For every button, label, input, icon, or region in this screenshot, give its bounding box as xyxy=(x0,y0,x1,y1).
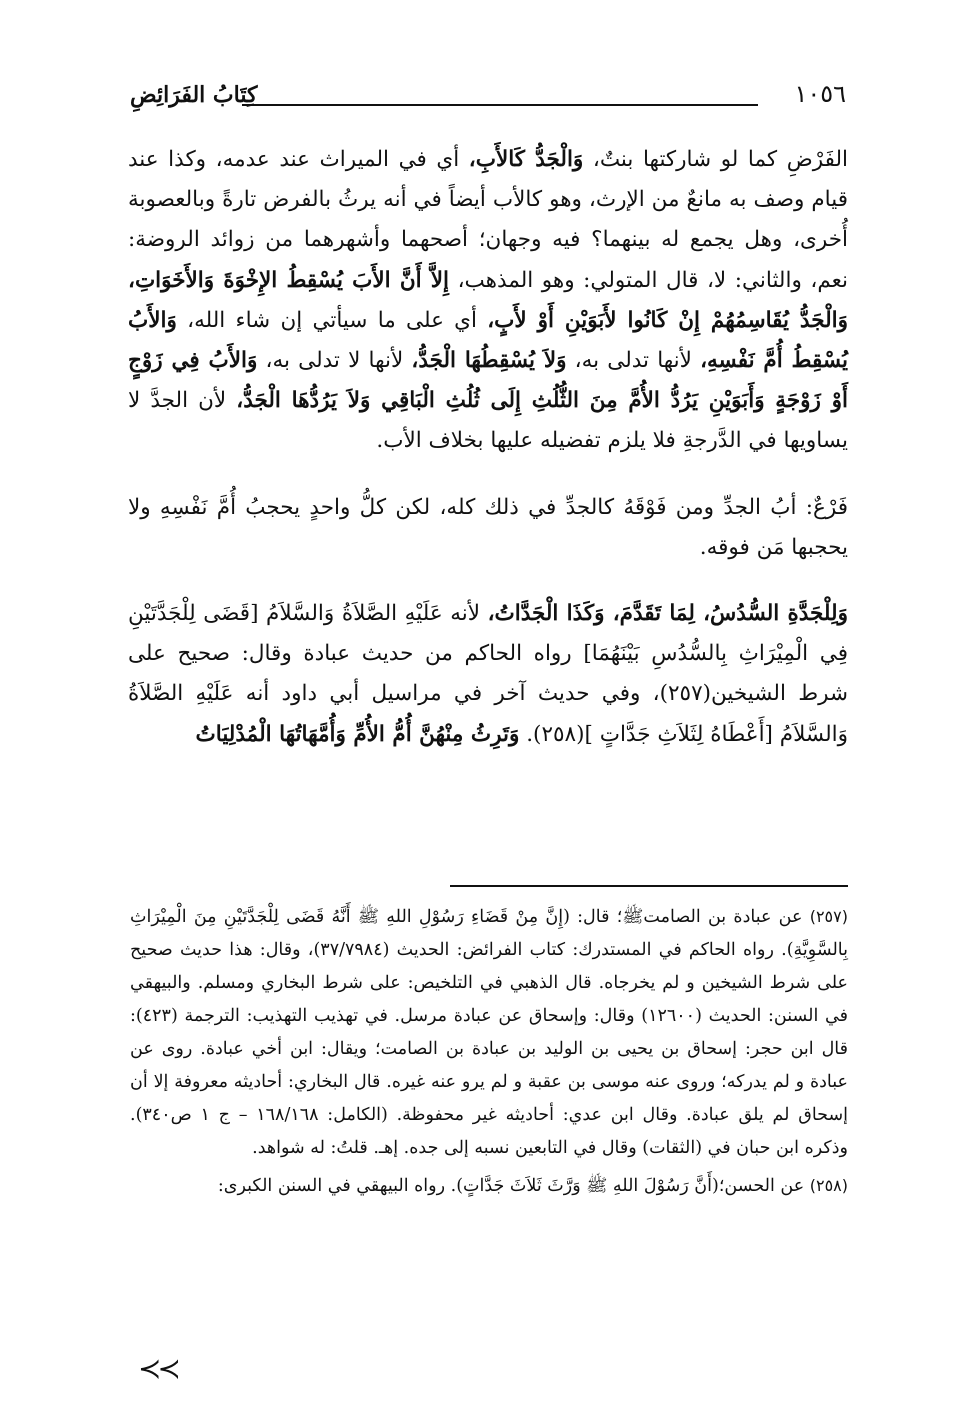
footnote-257 xyxy=(130,900,848,1165)
text-segment: أي على ما سيأتي إن شاء الله، xyxy=(176,307,488,333)
footnote-258 xyxy=(130,1169,848,1203)
text-segment: الفَرْضِ كما لو شاركتها بنتٌ، xyxy=(583,147,848,172)
paragraph-1 xyxy=(128,140,848,462)
text-segment: لأنها لا تدلى به، xyxy=(257,348,412,374)
page-number: ١٠٥٦ xyxy=(794,80,846,108)
footnotes xyxy=(130,900,848,1203)
text-segment: لأنه عَلَيْهِ الصَّلاَةُ وَالسَّلاَمُ [قَضَى لِلْجَدَّتَيْنِ فِي الْمِيْرَاثِ بِالسُّدُسِ بَيْنَهُمَا] رواه الحاكم من حديث عبادة وقال: صحيح على شرط الشيخين(٢٥٧)، وفي حديث آخر في مراسيل أبي داود أنه عَلَيْهِ الصَّلاَةُ وَالسَّلاَمُ [أَعْطَاهُ لِثَلاَثِ جَدَّاتٍ ](٢٥٨). xyxy=(128,601,848,747)
page-header xyxy=(130,80,846,120)
matn-segment: وَلاَ يُسْقِطُهَا الْجَدُّ، xyxy=(411,348,567,374)
header-rule xyxy=(242,104,758,106)
matn-segment: وَالأَبُ فِي زَوْجٍ أَوْ زَوْجَةٍ وَأَبَوَيْنِ يَرُدُّ الأُمَّ مِنَ الثُّلُثِ إِلَى ثُلُثِ الْبَاقِي وَلاَ يَرُدُّهَا الْجَدُّ، xyxy=(128,348,848,414)
book-title: كِتَابُ الفَرَائِضِ xyxy=(130,82,258,108)
paragraph-far: فَرْعٌ: أبُ الجدِّ ومن فَوْقَهُ كالجدِّ في ذلك كله، لكن كلُّ واحدٍ يحجبُ أُمَّ نَفْسِهِ ولا يحجبها مَن فوقه. xyxy=(128,494,848,560)
footnote-text: عن عبادة بن الصامتﷺ؛ قال: (إِنَّ مِنْ قَضَاءِ رَسُوْلِ اللهِ ﷺ أَنَّهُ قَضَى لِلْجَدَّتَيْنِ مِنَ الْمِيْرَاثِ بِالسَّوِيَّةِ). رواه الحاكم في المستدرك: كتاب الفرائض: الحديث (٣٧/٧٩٨٤)، وقال: هذا حديث صحيح على شرط الشيخين و لم يخرجاه. قال الذهبي في التلخيص: على شرط البخاري ومسلم. والبيهقي في السنن: الحديث (١٢٦٠٠) وقال: وإسحاق عن عبادة مرسل. في تهذيب التهذيب: الترجمة (٤٢٣): قال ابن حجر: إسحاق بن يحيى بن الوليد بن عبادة بن الصامت؛ ويقال: ابن أخي عبادة. روى عن عبادة و لم يدركه؛ وروى عنه موسى بن عقبة و لم يرو عنه غيره. قال البخاري: أحاديثه معروفة إلا أن إسحاق لم يلق عبادة. وقال ابن عدي: أحاديثه غير محفوظة. (الكامل: ١٦٨/١٦٨ – ج ١ ص٣٤٠). وذكره ابن حبان في (الثقات) وقال في التابعين نسبه إلى جده. إهـ. قلتُ: له شواهد. xyxy=(130,907,848,1158)
text-segment: لأنها تدلى به، xyxy=(566,348,701,374)
footnote-number: (٢٥٨) xyxy=(809,1176,848,1195)
matn-segment: إِلاَّ أَنَّ الأَبَ يُسْقِطُ الإِخْوَةَ وَالأَخَوَاتِ، وَالْجَدُّ يُقَاسِمُهُمْ إِنْ كَانُوا لأَبَوَيْنِ أَوْ لأَبٍ، xyxy=(128,267,848,333)
matn-segment: وَالْجَدُّ كَالأَبِ، xyxy=(468,147,584,172)
matn-segment: وَلِلْجَدَّةِ السُّدُسُ، لِمَا تَقَدَّمَ، وَكَذَا الْجَدَّاتُ، xyxy=(487,601,848,627)
paragraph-3 xyxy=(128,594,848,755)
footnote-text: عن الحسن؛(أَنَّ رَسُوْلَ اللهِ ﷺ وَرَّثَ ثَلاَثَ جَدَّاتٍ). رواه البيهقي في السنن الكبرى: xyxy=(217,1176,805,1196)
matn-segment: وَالأَبُ يُسْقِطُ أُمَّ نَفْسِهِ، xyxy=(128,307,848,374)
footnote-number: (٢٥٧) xyxy=(809,907,848,926)
footnote-rule xyxy=(450,885,848,887)
text-segment: أي في الميراث عند عدمه، وكذا عند قيام وصف به مانعٌ من الإرث، وهو كالأب أيضاً في أنه يرثُ بالفرض تارةً وبالعصوبة أُخرى، وهل يجمع له بينهما؟ فيه وجهان؛ أصحهما وأشهرهما من زوائد الروضة: نعم، والثاني: لا، قال المتولي: وهو المذهب، xyxy=(128,147,848,293)
text-segment: لأن الجدَّ لا يساويها في الدَّرجةِ فلا يلزم تفضيله عليها بخلاف الأب. xyxy=(128,388,848,454)
main-text xyxy=(128,140,848,755)
continuation-mark: ≺≺ xyxy=(138,1352,177,1385)
matn-segment: وَتَرِثُ مِنْهُنَّ أُمُّ الأُمِّ وَأُمَّهَاتُهَا الْمُدْلِيَاتُ xyxy=(195,721,520,747)
